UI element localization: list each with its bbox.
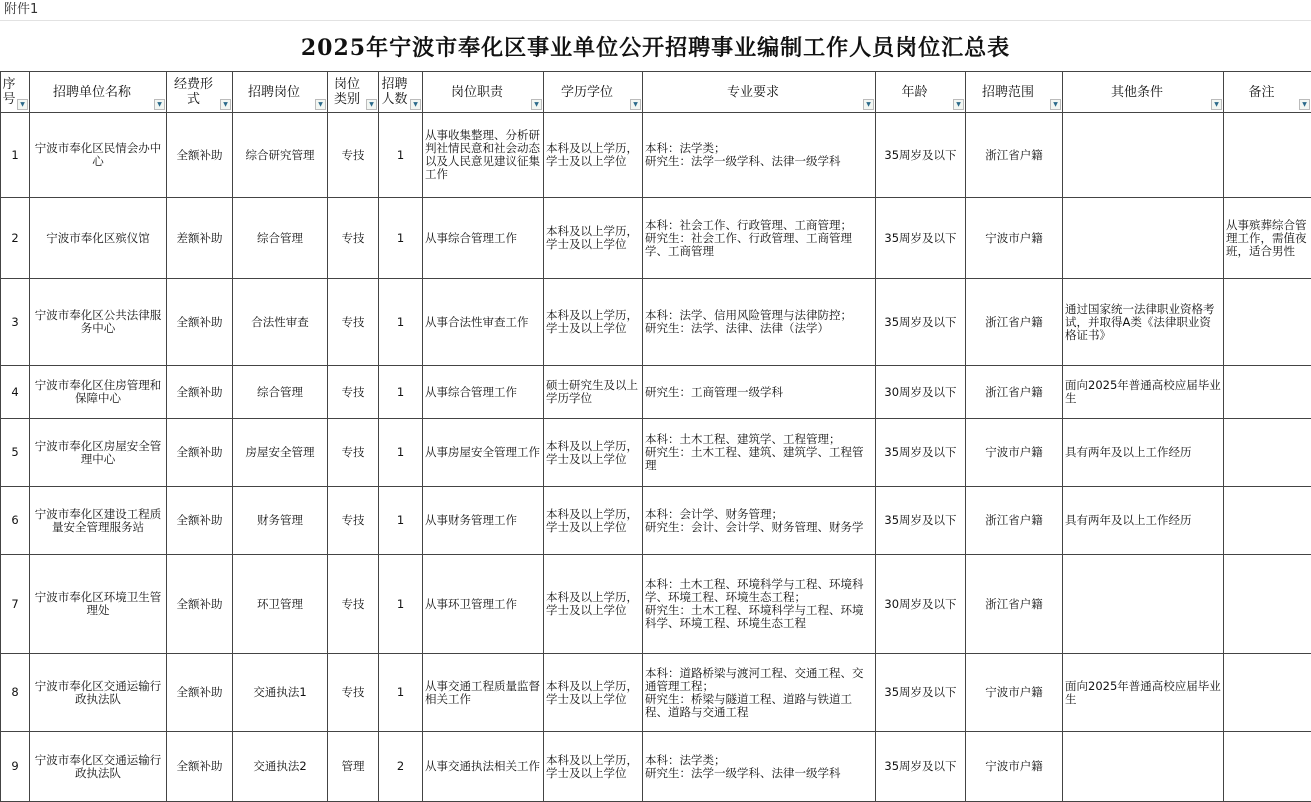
cell-scope[interactable]: 宁波市户籍 — [966, 419, 1063, 487]
cell-count[interactable]: 1 — [379, 198, 423, 279]
cell-position[interactable]: 财务管理 — [233, 487, 328, 555]
column-header-category — [328, 72, 379, 113]
table-row — [1, 555, 1311, 654]
filter-dropdown-icon[interactable]: ▼ — [863, 99, 874, 110]
cell-other[interactable] — [1063, 198, 1224, 279]
cell-seq[interactable]: 5 — [1, 419, 30, 487]
cell-position[interactable]: 综合管理 — [233, 198, 328, 279]
column-header-other — [1063, 72, 1224, 113]
filter-dropdown-icon[interactable]: ▼ — [630, 99, 641, 110]
column-header-label: 专业要求 — [644, 85, 862, 100]
cell-major[interactable]: 本科：法学、信用风险管理与法律防控； 研究生：法学、法律、法律（法学） — [643, 279, 876, 366]
cell-count[interactable]: 1 — [379, 419, 423, 487]
cell-seq[interactable]: 4 — [1, 366, 30, 419]
cell-position[interactable]: 综合管理 — [233, 366, 328, 419]
cell-category[interactable]: 管理 — [328, 732, 379, 802]
cell-education[interactable]: 本科及以上学历，学士及以上学位 — [544, 555, 643, 654]
page-title: 2025年宁波市奉化区事业单位公开招聘事业编制工作人员岗位汇总表 — [0, 21, 1311, 71]
cell-funding[interactable]: 全额补助 — [167, 555, 233, 654]
cell-funding[interactable]: 全额补助 — [167, 279, 233, 366]
cell-duties[interactable]: 从事环卫管理工作 — [423, 555, 544, 654]
column-header-funding — [167, 72, 233, 113]
cell-duties[interactable]: 从事交通执法相关工作 — [423, 732, 544, 802]
cell-duties[interactable]: 从事综合管理工作 — [423, 198, 544, 279]
column-header-label: 序号 — [2, 77, 16, 107]
column-header-scope — [966, 72, 1063, 113]
cell-remarks[interactable] — [1224, 113, 1311, 198]
cell-category[interactable]: 专技 — [328, 487, 379, 555]
cell-category[interactable]: 专技 — [328, 654, 379, 732]
table-row — [1, 654, 1311, 732]
column-header-label: 招聘单位名称 — [31, 85, 153, 100]
column-header-label: 经费形式 — [168, 77, 219, 107]
filter-dropdown-icon[interactable]: ▼ — [1211, 99, 1222, 110]
filter-dropdown-icon[interactable]: ▼ — [17, 99, 28, 110]
cell-unit-name[interactable]: 宁波市奉化区环境卫生管理处 — [30, 555, 167, 654]
column-header-label: 招聘人数 — [380, 77, 409, 107]
cell-education[interactable]: 硕士研究生及以上学历学位 — [544, 366, 643, 419]
filter-dropdown-icon[interactable]: ▼ — [1050, 99, 1061, 110]
cell-other[interactable] — [1063, 555, 1224, 654]
cell-funding[interactable]: 全额补助 — [167, 419, 233, 487]
cell-seq[interactable]: 6 — [1, 487, 30, 555]
cell-category[interactable]: 专技 — [328, 419, 379, 487]
cell-funding[interactable]: 全额补助 — [167, 366, 233, 419]
column-header-label: 招聘岗位 — [234, 85, 314, 100]
column-header-major — [643, 72, 876, 113]
cell-other[interactable]: 具有两年及以上工作经历 — [1063, 487, 1224, 555]
filter-dropdown-icon[interactable]: ▼ — [366, 99, 377, 110]
cell-seq[interactable]: 1 — [1, 113, 30, 198]
cell-other[interactable] — [1063, 732, 1224, 802]
table-row — [1, 113, 1311, 198]
cell-funding[interactable]: 全额补助 — [167, 732, 233, 802]
cell-education[interactable]: 本科及以上学历，学士及以上学位 — [544, 419, 643, 487]
cell-age[interactable]: 30周岁及以下 — [876, 555, 966, 654]
cell-age[interactable]: 30周岁及以下 — [876, 366, 966, 419]
cell-major[interactable]: 本科：土木工程、建筑学、工程管理； 研究生：土木工程、建筑、建筑学、工程管理 — [643, 419, 876, 487]
cell-age[interactable]: 35周岁及以下 — [876, 654, 966, 732]
cell-other[interactable]: 通过国家统一法律职业资格考试，并取得A类《法律职业资格证书》 — [1063, 279, 1224, 366]
cell-count[interactable]: 1 — [379, 113, 423, 198]
table-row — [1, 198, 1311, 279]
cell-scope[interactable]: 浙江省户籍 — [966, 279, 1063, 366]
cell-position[interactable]: 合法性审查 — [233, 279, 328, 366]
column-header-age — [876, 72, 966, 113]
cell-unit-name[interactable]: 宁波市奉化区交通运输行政执法队 — [30, 654, 167, 732]
filter-dropdown-icon[interactable]: ▼ — [154, 99, 165, 110]
cell-major[interactable]: 本科：社会工作、行政管理、工商管理； 研究生：社会工作、行政管理、工商管理学、工商管理 — [643, 198, 876, 279]
cell-unit-name[interactable]: 宁波市奉化区交通运输行政执法队 — [30, 732, 167, 802]
cell-education[interactable]: 本科及以上学历，学士及以上学位 — [544, 198, 643, 279]
cell-position[interactable]: 房屋安全管理 — [233, 419, 328, 487]
cell-remarks[interactable] — [1224, 654, 1311, 732]
column-header-label: 岗位类别 — [329, 77, 365, 107]
cell-scope[interactable]: 浙江省户籍 — [966, 555, 1063, 654]
cell-remarks[interactable] — [1224, 555, 1311, 654]
cell-education[interactable]: 本科及以上学历，学士及以上学位 — [544, 113, 643, 198]
positions-table — [0, 71, 1311, 802]
cell-scope[interactable]: 浙江省户籍 — [966, 487, 1063, 555]
cell-seq[interactable]: 8 — [1, 654, 30, 732]
cell-major[interactable]: 本科：会计学、财务管理； 研究生：会计、会计学、财务管理、财务学 — [643, 487, 876, 555]
cell-category[interactable]: 专技 — [328, 366, 379, 419]
cell-remarks[interactable] — [1224, 732, 1311, 802]
cell-education[interactable]: 本科及以上学历，学士及以上学位 — [544, 732, 643, 802]
cell-duties[interactable]: 从事合法性审查工作 — [423, 279, 544, 366]
cell-count[interactable]: 1 — [379, 366, 423, 419]
cell-unit-name[interactable]: 宁波市奉化区公共法律服务中心 — [30, 279, 167, 366]
header-row — [1, 72, 1311, 113]
cell-major[interactable]: 研究生：工商管理一级学科 — [643, 366, 876, 419]
cell-category[interactable]: 专技 — [328, 113, 379, 198]
cell-funding[interactable]: 全额补助 — [167, 113, 233, 198]
cell-education[interactable]: 本科及以上学历，学士及以上学位 — [544, 487, 643, 555]
table-row — [1, 732, 1311, 802]
column-header-label: 其他条件 — [1064, 85, 1210, 100]
cell-remarks[interactable] — [1224, 419, 1311, 487]
filter-dropdown-icon[interactable]: ▼ — [1299, 99, 1310, 110]
cell-remarks[interactable]: 从事殡葬综合管理工作，需值夜班，适合男性 — [1224, 198, 1311, 279]
cell-count[interactable]: 1 — [379, 555, 423, 654]
cell-count[interactable]: 1 — [379, 487, 423, 555]
column-header-education — [544, 72, 643, 113]
filter-dropdown-icon[interactable]: ▼ — [315, 99, 326, 110]
cell-duties[interactable]: 从事财务管理工作 — [423, 487, 544, 555]
cell-count[interactable]: 2 — [379, 732, 423, 802]
cell-unit-name[interactable]: 宁波市奉化区民情会办中心 — [30, 113, 167, 198]
cell-funding[interactable]: 全额补助 — [167, 654, 233, 732]
cell-major[interactable]: 本科：道路桥梁与渡河工程、交通工程、交通管理工程； 研究生：桥梁与隧道工程、道路与铁道工程、道路与交通工程 — [643, 654, 876, 732]
cell-position[interactable]: 环卫管理 — [233, 555, 328, 654]
cell-scope[interactable]: 浙江省户籍 — [966, 366, 1063, 419]
column-header-label: 学历学位 — [545, 85, 629, 100]
filter-dropdown-icon[interactable]: ▼ — [220, 99, 231, 110]
column-header-label: 备注 — [1225, 85, 1298, 100]
column-header-remarks — [1224, 72, 1311, 113]
cell-duties[interactable]: 从事交通工程质量监督相关工作 — [423, 654, 544, 732]
cell-duties[interactable]: 从事房屋安全管理工作 — [423, 419, 544, 487]
cell-other[interactable]: 面向2025年普通高校应届毕业生 — [1063, 654, 1224, 732]
cell-seq[interactable]: 7 — [1, 555, 30, 654]
cell-education[interactable]: 本科及以上学历，学士及以上学位 — [544, 279, 643, 366]
cell-major[interactable]: 本科：法学类； 研究生：法学一级学科、法律一级学科 — [643, 732, 876, 802]
cell-unit-name[interactable]: 宁波市奉化区建设工程质量安全管理服务站 — [30, 487, 167, 555]
cell-unit-name[interactable]: 宁波市奉化区住房管理和保障中心 — [30, 366, 167, 419]
cell-education[interactable]: 本科及以上学历，学士及以上学位 — [544, 654, 643, 732]
column-header-label: 岗位职责 — [424, 85, 530, 100]
cell-category[interactable]: 专技 — [328, 555, 379, 654]
cell-count[interactable]: 1 — [379, 279, 423, 366]
column-header-label: 年龄 — [877, 85, 952, 100]
cell-duties[interactable]: 从事综合管理工作 — [423, 366, 544, 419]
cell-age[interactable]: 35周岁及以下 — [876, 732, 966, 802]
table-row — [1, 366, 1311, 419]
cell-age[interactable]: 35周岁及以下 — [876, 487, 966, 555]
cell-funding[interactable]: 差额补助 — [167, 198, 233, 279]
attachment-label: 附件1 — [0, 0, 1311, 21]
table-row — [1, 419, 1311, 487]
cell-position[interactable]: 交通执法1 — [233, 654, 328, 732]
cell-scope[interactable]: 宁波市户籍 — [966, 198, 1063, 279]
cell-category[interactable]: 专技 — [328, 279, 379, 366]
cell-major[interactable]: 本科：土木工程、环境科学与工程、环境科学、环境工程、环境生态工程； 研究生：土木工程、环境科学与工程、环境科学、环境工程、环境生态工程 — [643, 555, 876, 654]
table-row — [1, 279, 1311, 366]
cell-count[interactable]: 1 — [379, 654, 423, 732]
cell-age[interactable]: 35周岁及以下 — [876, 279, 966, 366]
cell-age[interactable]: 35周岁及以下 — [876, 113, 966, 198]
cell-remarks[interactable] — [1224, 366, 1311, 419]
cell-scope[interactable]: 宁波市户籍 — [966, 654, 1063, 732]
cell-other[interactable]: 面向2025年普通高校应届毕业生 — [1063, 366, 1224, 419]
column-header-seq — [1, 72, 30, 113]
column-header-duties — [423, 72, 544, 113]
cell-remarks[interactable] — [1224, 487, 1311, 555]
cell-funding[interactable]: 全额补助 — [167, 487, 233, 555]
cell-duties[interactable]: 从事收集整理、分析研判社情民意和社会动态以及人民意见建议征集工作 — [423, 113, 544, 198]
cell-remarks[interactable] — [1224, 279, 1311, 366]
filter-dropdown-icon[interactable]: ▼ — [531, 99, 542, 110]
table-row — [1, 487, 1311, 555]
filter-dropdown-icon[interactable]: ▼ — [953, 99, 964, 110]
cell-seq[interactable]: 3 — [1, 279, 30, 366]
cell-scope[interactable]: 宁波市户籍 — [966, 732, 1063, 802]
cell-unit-name[interactable]: 宁波市奉化区殡仪馆 — [30, 198, 167, 279]
filter-dropdown-icon[interactable]: ▼ — [410, 99, 421, 110]
cell-seq[interactable]: 2 — [1, 198, 30, 279]
cell-position[interactable]: 交通执法2 — [233, 732, 328, 802]
cell-scope[interactable]: 浙江省户籍 — [966, 113, 1063, 198]
column-header-label: 招聘范围 — [967, 85, 1049, 100]
cell-other[interactable]: 具有两年及以上工作经历 — [1063, 419, 1224, 487]
column-header-count — [379, 72, 423, 113]
column-header-position — [233, 72, 328, 113]
cell-major[interactable]: 本科：法学类； 研究生：法学一级学科、法律一级学科 — [643, 113, 876, 198]
cell-other[interactable] — [1063, 113, 1224, 198]
cell-unit-name[interactable]: 宁波市奉化区房屋安全管理中心 — [30, 419, 167, 487]
cell-position[interactable]: 综合研究管理 — [233, 113, 328, 198]
cell-age[interactable]: 35周岁及以下 — [876, 198, 966, 279]
column-header-unit-name — [30, 72, 167, 113]
cell-age[interactable]: 35周岁及以下 — [876, 419, 966, 487]
cell-seq[interactable]: 9 — [1, 732, 30, 802]
cell-category[interactable]: 专技 — [328, 198, 379, 279]
